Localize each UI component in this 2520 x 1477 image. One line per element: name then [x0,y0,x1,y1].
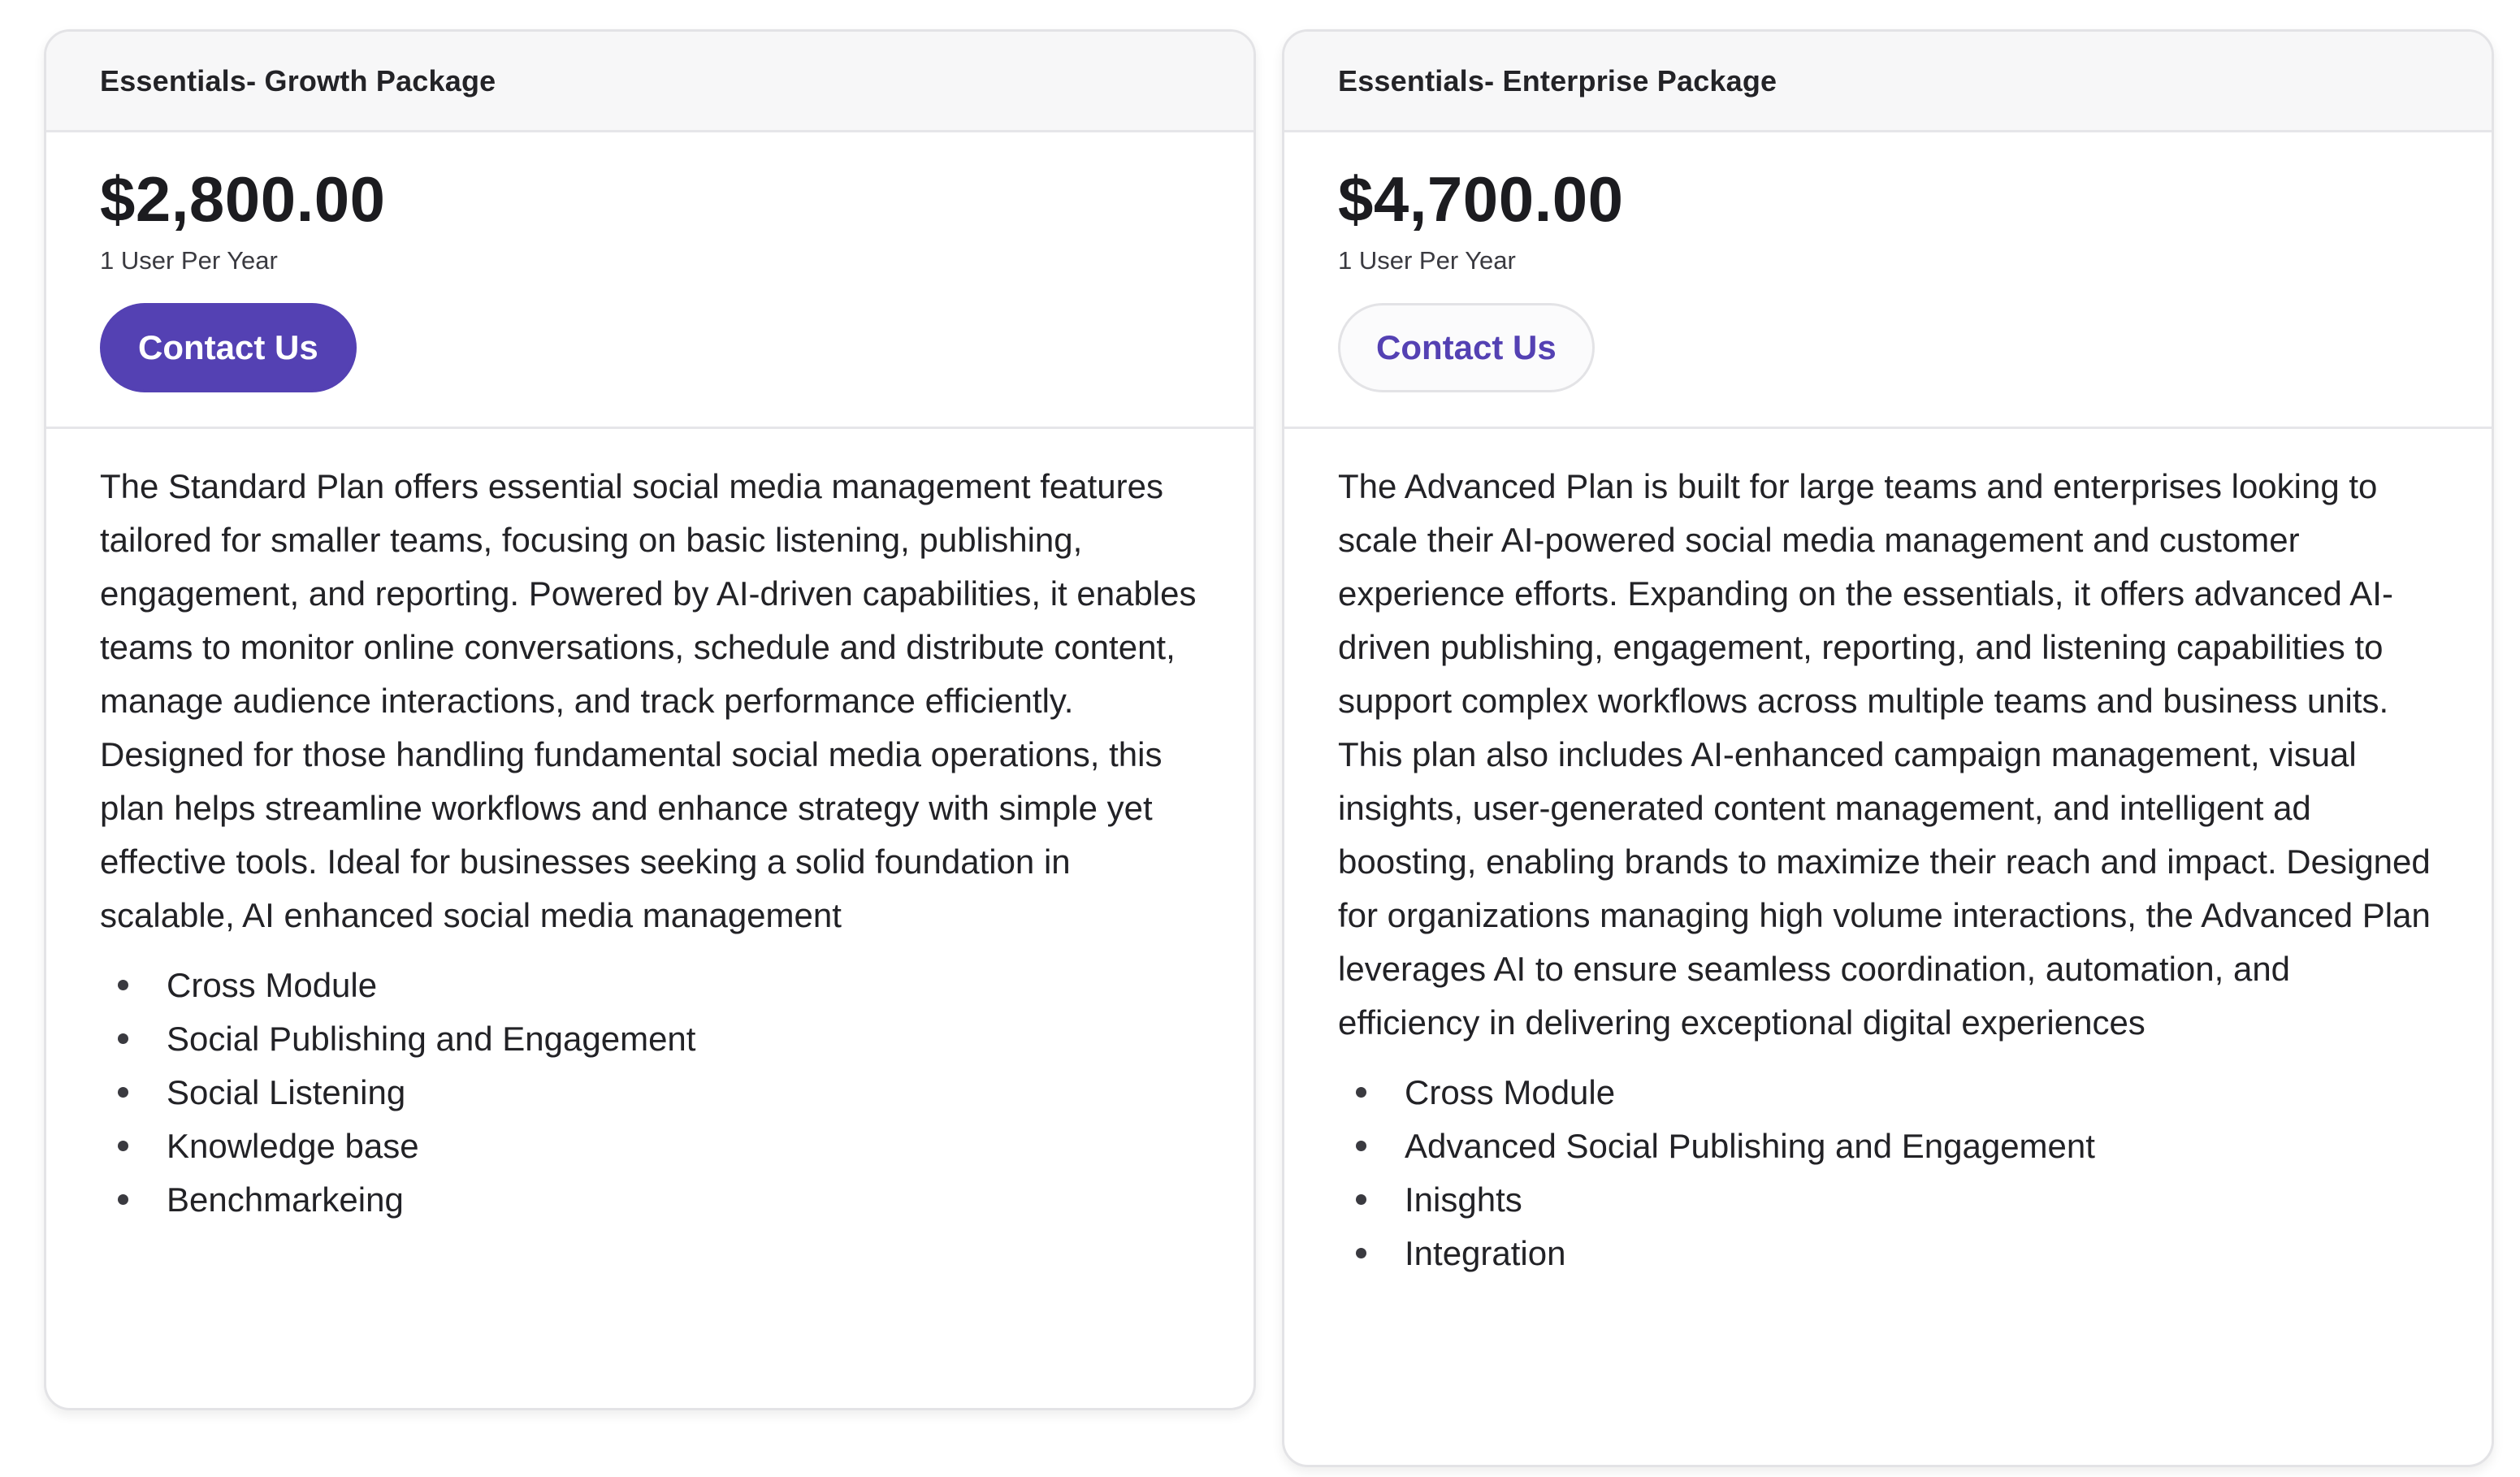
package-title: Essentials- Growth Package [100,63,496,97]
feature-item [1338,1227,2438,1280]
package-description: The Standard Plan offers essential social media management features tailored for smaller teams, focusing on basic listening, publishing, engagement, and reporting. Powered by AI-driven capabilities, it enables teams to monitor online conversations, schedule and distribute content, manage audience interactions, and track performance efficiently. Designed for those handling fundamental social media operations, this plan helps streamline workflows and enhance strategy with simple yet effective tools. Ideal for businesses seeking a solid foundation in scalable, AI enhanced social media management [100,466,1197,934]
bullet-icon [118,1141,128,1151]
bullet-icon [1356,1248,1366,1258]
price-unit: 1 User Per Year [100,245,278,275]
bullet-icon [1356,1194,1366,1205]
feature-label: Knowledge base [167,1126,419,1165]
feature-item [100,959,1200,1012]
bullet-icon [1356,1087,1366,1098]
feature-list [100,959,1200,1227]
package-price: $2,800.00 [100,163,386,235]
pricing-card-growth [44,29,1256,1410]
bullet-icon [118,980,128,990]
feature-label: Cross Module [167,965,378,1004]
price-unit: 1 User Per Year [1338,245,1516,275]
feature-label: Social Publishing and Engagement [167,1019,696,1058]
feature-item [100,1066,1200,1120]
card-body [46,429,1254,1227]
contact-us-button[interactable]: Contact Us [100,303,357,392]
pricing-card-enterprise [1282,29,2494,1467]
feature-label: Advanced Social Publishing and Engagement [1405,1126,2095,1165]
bullet-icon [118,1194,128,1205]
card-header [1284,32,2492,132]
contact-us-button[interactable]: Contact Us [1338,303,1595,392]
package-description: The Advanced Plan is built for large teams and enterprises looking to scale their AI-powered social media management and customer experience efforts. Expanding on the essentials, it offers advanced AI-driven publishing, engagement, reporting, and listening capabilities to support complex workflows across multiple teams and business units. This plan also includes AI-enhanced campaign management, visual insights, user-generated content management, and intelligent ad boosting, enabling brands to maximize their reach and impact. Designed for organizations managing high volume interactions, the Advanced Plan leverages AI to ensure seamless coordination, automation, and efficiency in delivering exceptional digital experiences [1338,466,2431,1042]
card-header [46,32,1254,132]
feature-item [100,1012,1200,1066]
package-price: $4,700.00 [1338,163,1624,235]
package-title: Essentials- Enterprise Package [1338,63,1777,97]
feature-label: Inisghts [1405,1180,1522,1219]
card-body [1284,429,2492,1280]
feature-item [1338,1066,2438,1120]
bullet-icon [118,1033,128,1044]
feature-label: Integration [1405,1233,1566,1272]
feature-label: Cross Module [1405,1072,1616,1111]
price-section [46,132,1254,429]
feature-item [100,1173,1200,1227]
feature-list [1338,1066,2438,1280]
bullet-icon [118,1087,128,1098]
feature-label: Benchmarkeing [167,1180,404,1219]
feature-item [1338,1173,2438,1227]
feature-item [100,1120,1200,1173]
feature-label: Social Listening [167,1072,406,1111]
feature-item [1338,1120,2438,1173]
bullet-icon [1356,1141,1366,1151]
price-section [1284,132,2492,429]
